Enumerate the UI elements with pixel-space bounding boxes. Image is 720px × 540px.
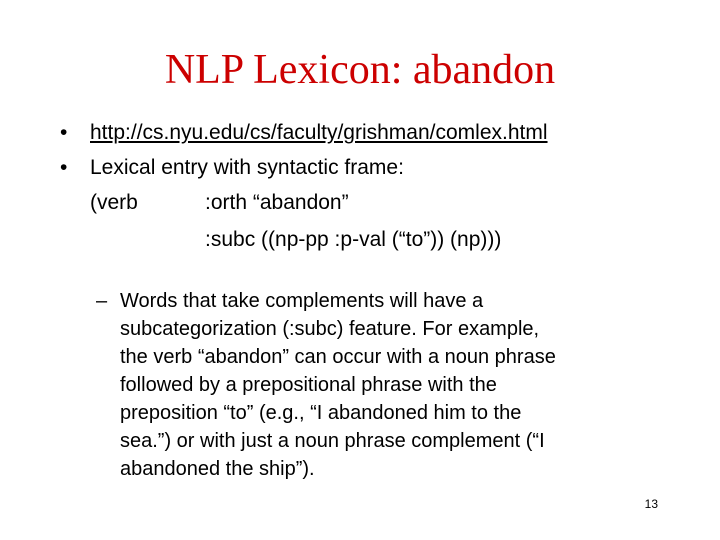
frame-orth: :orth “abandon” (205, 191, 349, 214)
bullet-text: Lexical entry with syntactic frame: (90, 156, 404, 179)
slide-title: NLP Lexicon: abandon (164, 47, 556, 93)
sub-bullet-marker: – (96, 290, 108, 312)
bullet-marker: • (60, 121, 68, 144)
sub-bullet-text (120, 287, 650, 483)
sub-bullet-line: the verb “abandon” can occur with a noun phrase (120, 346, 556, 368)
page-number: 13 (644, 497, 658, 511)
comlex-url-link[interactable]: http://cs.nyu.edu/cs/faculty/grishman/comlex.html (90, 121, 548, 144)
sub-bullet-line: subcategorization (:subc) feature. For example, (120, 318, 540, 340)
bullet-marker: • (60, 156, 68, 179)
sub-bullet-line: sea.”) or with just a noun phrase complement (“I (120, 430, 545, 452)
sub-bullet-line: followed by a prepositional phrase with the (120, 374, 497, 396)
sub-bullet-line: abandoned the ship”). (120, 458, 315, 480)
sub-bullet-line: preposition “to” (e.g., “I abandoned him to the (120, 402, 522, 424)
frame-verb: (verb (90, 191, 138, 214)
sub-bullet-line: Words that take complements will have a (120, 290, 484, 312)
frame-subc: :subc ((np-pp :p-val (“to”)) (np))) (205, 228, 502, 251)
